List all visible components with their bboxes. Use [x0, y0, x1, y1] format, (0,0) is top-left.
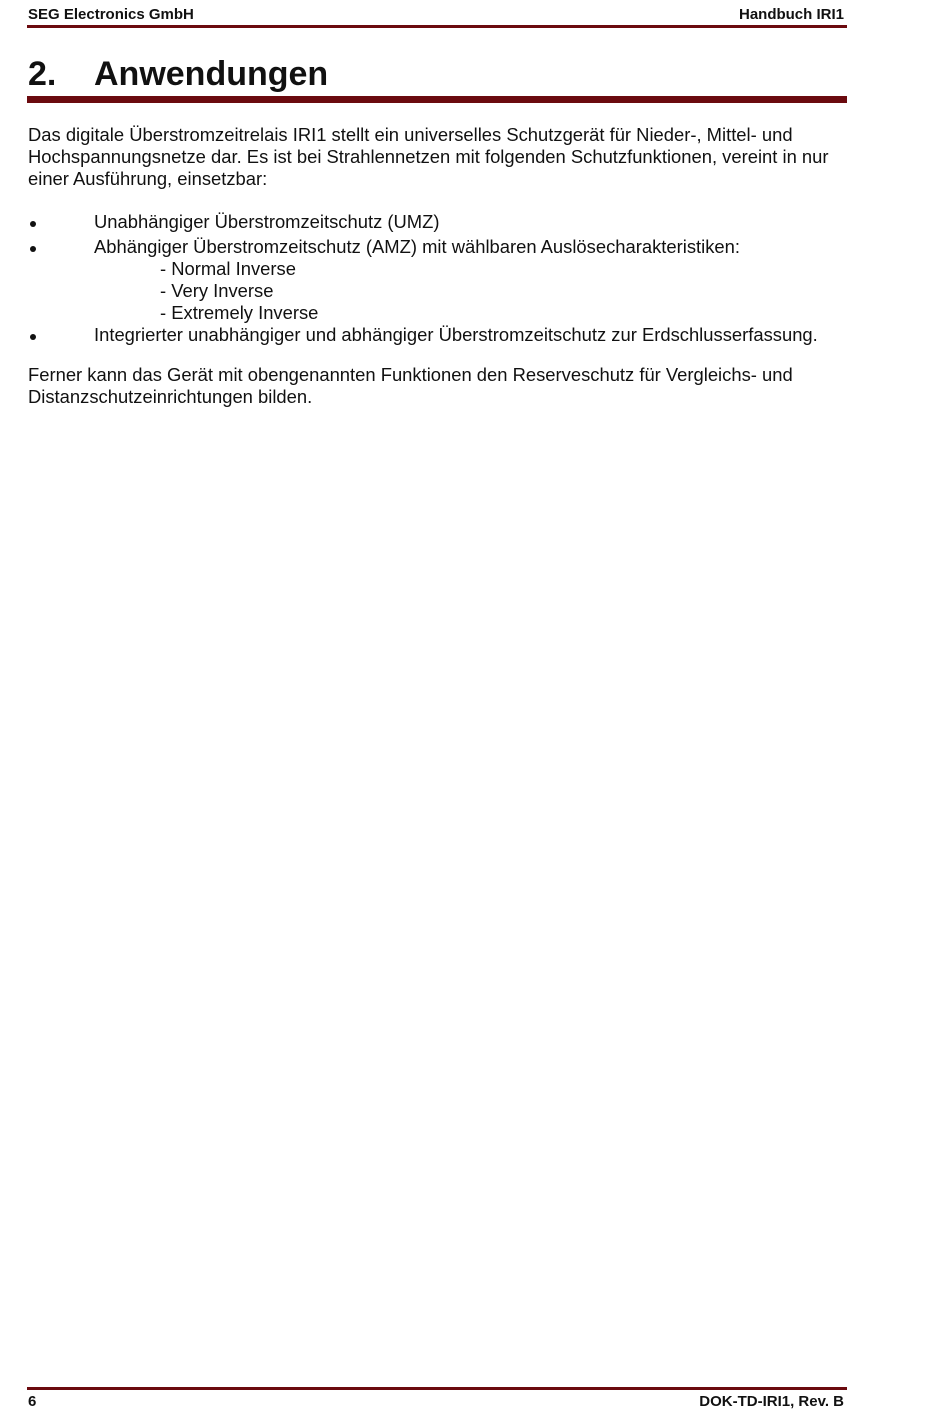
manual-title: Handbuch IRI1 [738, 6, 844, 23]
bullet-icon [30, 334, 36, 340]
page-header [28, 6, 846, 24]
list-item-text: Abhängiger Überstromzeitschutz (AMZ) mit wählbaren Auslösecharakteristiken: [94, 236, 740, 257]
footer-rule [27, 1387, 847, 1390]
intro-paragraph: Das digitale Überstromzeitrelais IRI1 stellt ein universelles Schutzgerät für Nieder-, Mittel- und Hochspannungsnetze dar. Es ist bei Strahlennetzen mit folgenden Schutzfunktionen, vereint in nur einer Ausführung, einsetzbar: [28, 124, 829, 189]
characteristic-item: - Very Inverse [160, 280, 274, 301]
characteristics-list [94, 258, 846, 324]
list-item [28, 324, 846, 346]
list-item [28, 236, 846, 324]
list-item-text: Unabhängiger Überstromzeitschutz (UMZ) [94, 211, 440, 232]
page-number: 6 [28, 1393, 37, 1410]
protection-functions-list [28, 211, 846, 346]
page-footer [28, 1393, 846, 1411]
list-item-text: Integrierter unabhängiger und abhängiger Überstromzeitschutz zur Erdschlusserfassung. [94, 324, 818, 345]
document-id: DOK-TD-IRI1, Rev. B [699, 1393, 844, 1410]
bullet-icon [30, 246, 36, 252]
closing-paragraph: Ferner kann das Gerät mit obengenannten Funktionen den Reserveschutz für Vergleichs- und Distanzschutzeinrichtungen bilden. [28, 364, 793, 407]
chapter-rule [27, 96, 847, 103]
characteristic-item: - Normal Inverse [160, 258, 296, 279]
characteristic-item: - Extremely Inverse [160, 302, 319, 323]
header-rule [27, 25, 847, 28]
chapter-number: 2. [28, 55, 57, 93]
bullet-icon [30, 221, 36, 227]
chapter-title: Anwendungen [94, 55, 329, 93]
company-name: SEG Electronics GmbH [28, 6, 194, 23]
list-item [28, 211, 846, 233]
